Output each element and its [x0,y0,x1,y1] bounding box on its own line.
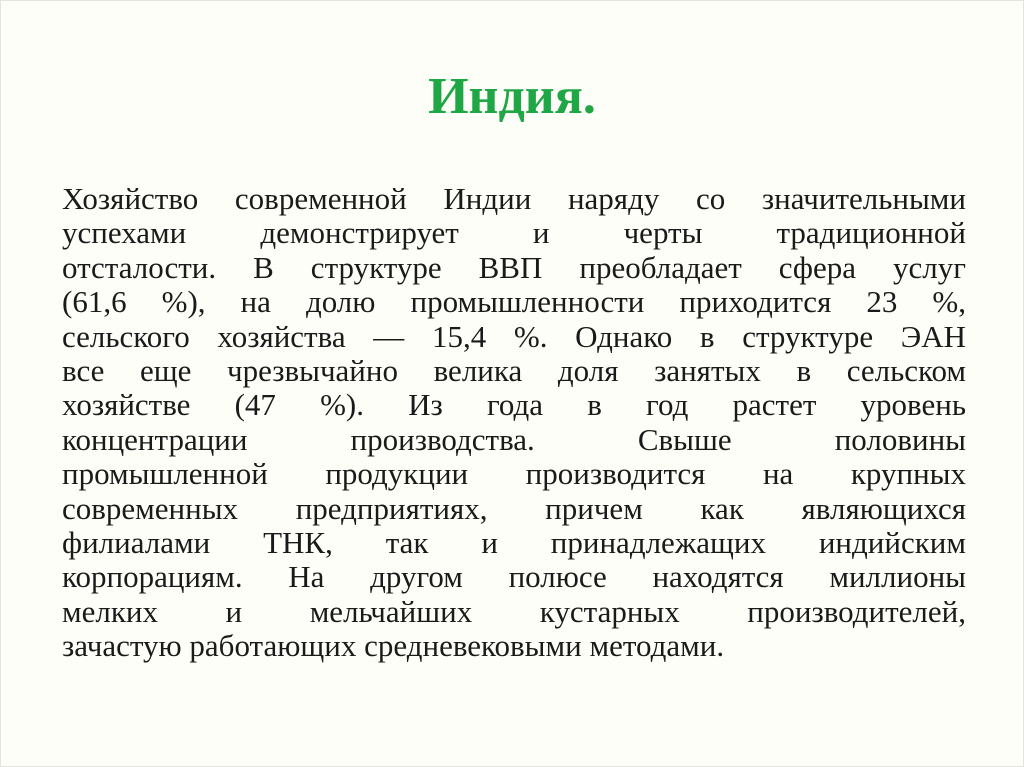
body-line: успехами демонстрирует и черты традиционной [62,216,966,251]
body-line: зачастую работающих средневековыми методами. [62,629,725,664]
body-line: сельского хозяйства — 15,4 %. Однако в структуре ЭАН [62,319,966,354]
body-line: мелких и мельчайших кустарных производителей, [62,594,966,629]
slide-title: Индия. [428,68,596,125]
body-line: хозяйстве (47 %). Из года в год растет уровень [62,388,966,423]
body-line: корпорациям. На другом полюсе находятся миллионы [62,560,966,595]
body-line: современных предприятиях, причем как являющихся [62,491,966,526]
body-line: все еще чрезвычайно велика доля занятых в сельском [62,353,966,388]
body-line: промышленной продукции производится на крупных [62,457,966,492]
body-line: концентрации производства. Свыше половины [62,422,966,457]
body-line: (61,6 %), на долю промышленности приходится 23 %, [62,285,966,320]
body-line: отсталости. В структуре ВВП преобладает сфера услуг [62,250,966,285]
body-line: филиалами ТНК, так и принадлежащих индийским [62,525,966,560]
slide-body-text [62,182,966,663]
body-line: Хозяйство современной Индии наряду со значительными [62,182,966,216]
